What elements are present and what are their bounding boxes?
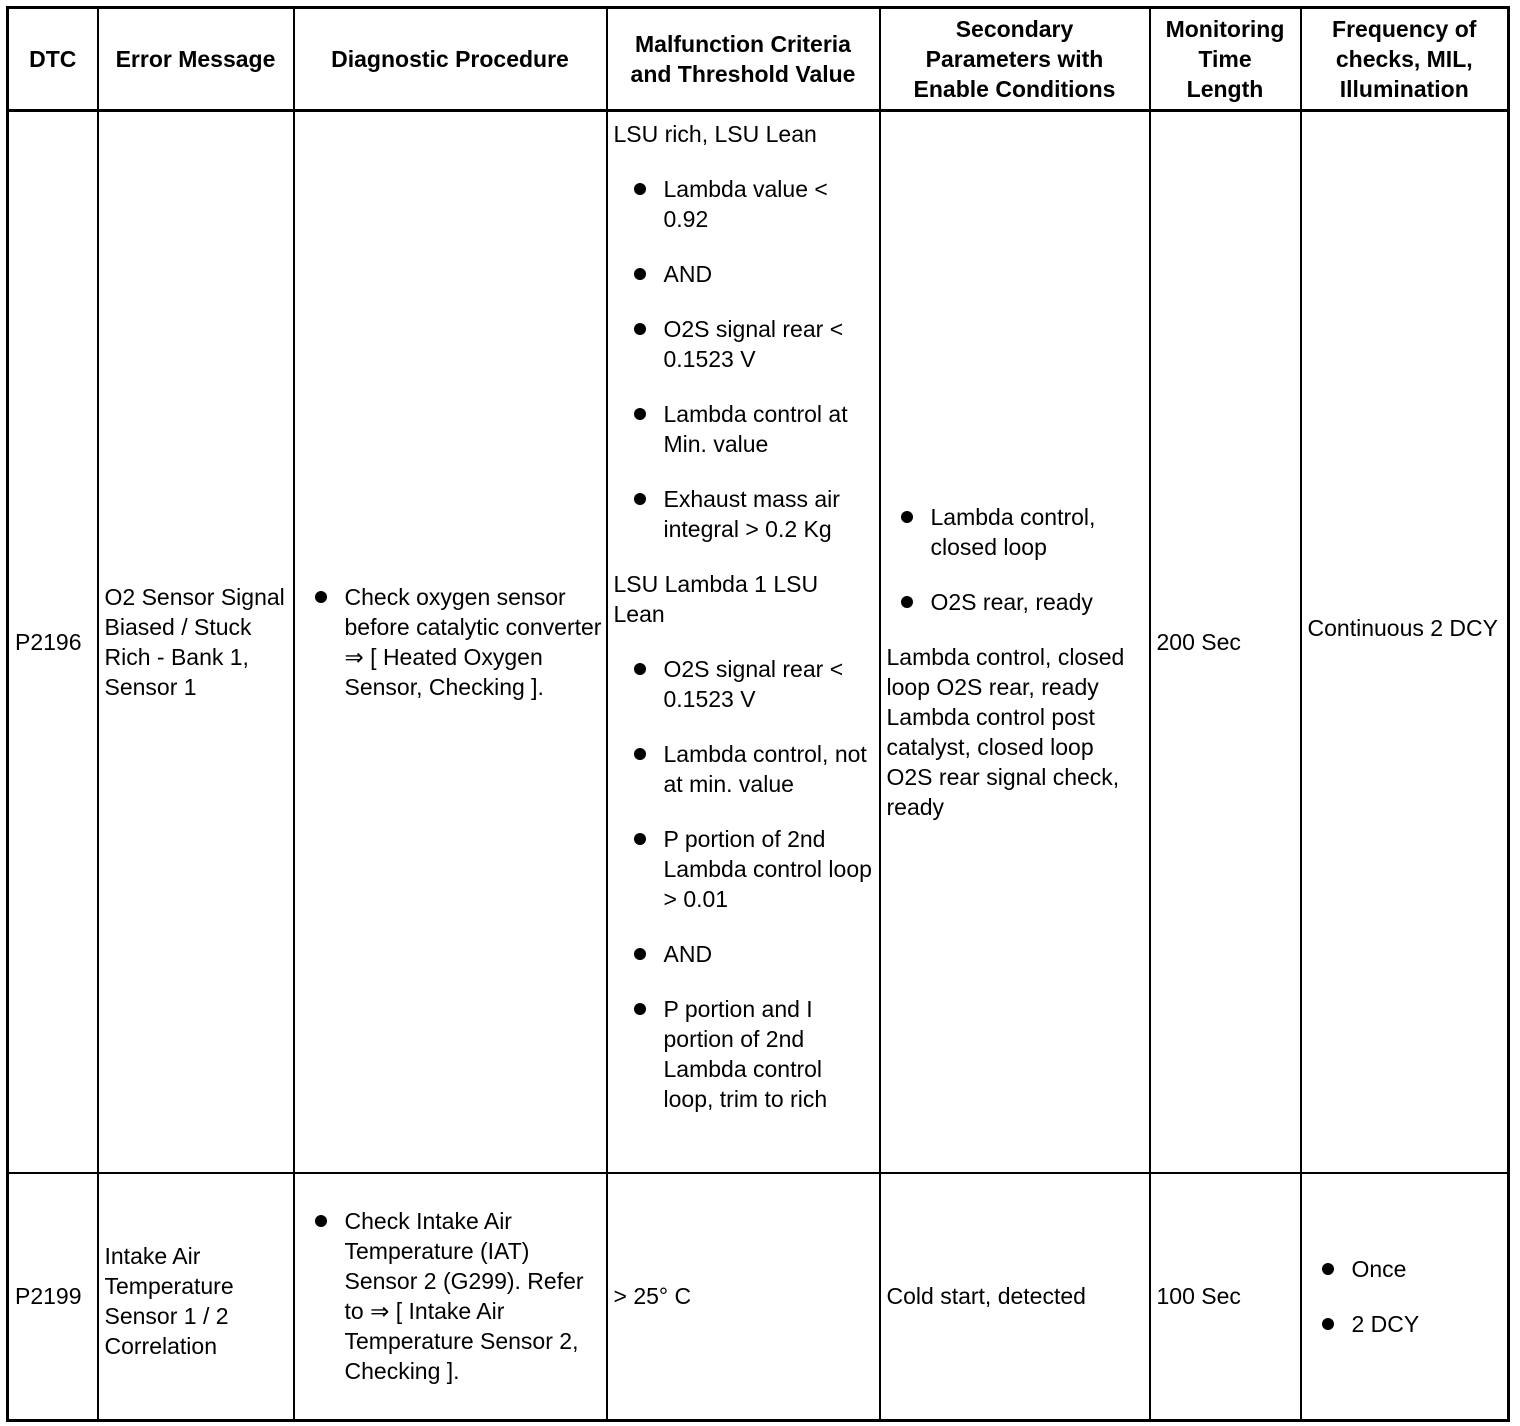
malfunction-criteria: > 25° C (607, 1173, 880, 1421)
bullet-icon (1322, 1318, 1334, 1330)
bullet-icon (901, 596, 913, 608)
bullet-icon (315, 1215, 327, 1227)
list-item: AND (614, 939, 873, 969)
list-item: 2 DCY (1302, 1309, 1508, 1339)
dtc-table (6, 6, 1510, 1422)
table-row (8, 1173, 1509, 1421)
list-item: O2S signal rear < 0.1523 V (614, 314, 873, 374)
bullet-icon (634, 663, 646, 675)
secondary-parameters: Cold start, detected (880, 1173, 1150, 1421)
list-item: P portion and I portion of 2nd Lambda control loop, trim to rich (614, 994, 873, 1114)
list-item: Lambda control, not at min. value (614, 739, 873, 799)
header-monitoring-time: Monitoring Time Length (1150, 8, 1301, 111)
list-item: Lambda control at Min. value (614, 399, 873, 459)
bullet-icon (634, 833, 646, 845)
list-item: P portion of 2nd Lambda control loop > 0.01 (614, 824, 873, 914)
bullet-icon (634, 323, 646, 335)
bullet-icon (1322, 1263, 1334, 1275)
bullet-icon (634, 183, 646, 195)
list-item: Once (1302, 1254, 1508, 1284)
malfunction-group-title: LSU Lambda 1 LSU Lean (613, 571, 819, 627)
list-item: O2S rear, ready (881, 587, 1149, 617)
secondary-parameters (880, 111, 1150, 1173)
bullet-icon (634, 948, 646, 960)
table-row (8, 111, 1509, 1173)
bullet-icon (634, 748, 646, 760)
bullet-icon (634, 1003, 646, 1015)
bullet-icon (901, 511, 913, 523)
list-item: Lambda value < 0.92 (614, 174, 873, 234)
list-item: Check oxygen sensor before catalytic converter ⇒ [ Heated Oxygen Sensor, Checking ]. (295, 582, 606, 702)
error-message: Intake Air Temperature Sensor 1 / 2 Correlation (98, 1173, 294, 1421)
malfunction-group-title: LSU rich, LSU Lean (613, 121, 817, 147)
bullet-icon (634, 493, 646, 505)
monitoring-time: 100 Sec (1150, 1173, 1301, 1421)
dtc-code: P2199 (8, 1173, 98, 1421)
bullet-icon (634, 268, 646, 280)
malfunction-criteria (607, 111, 880, 1173)
secondary-text: Lambda control, closed loop O2S rear, ready Lambda control post catalyst, closed loop O2S rear signal check, ready (886, 643, 1125, 820)
dtc-code: P2196 (8, 111, 98, 1173)
bullet-icon (315, 591, 327, 603)
diagnostic-procedure (294, 1173, 607, 1421)
header-frequency: Frequency of checks, MIL, Illumination (1301, 8, 1509, 111)
frequency (1301, 1173, 1509, 1421)
header-row (8, 8, 1509, 111)
bullet-icon (634, 408, 646, 420)
error-message: O2 Sensor Signal Biased / Stuck Rich - Bank 1, Sensor 1 (98, 111, 294, 1173)
header-diagnostic-procedure: Diagnostic Procedure (294, 8, 607, 111)
header-secondary-parameters: Secondary Parameters with Enable Conditions (880, 8, 1150, 111)
list-item: Lambda control, closed loop (881, 502, 1149, 562)
frequency: Continuous 2 DCY (1301, 111, 1509, 1173)
list-item: AND (614, 259, 873, 289)
header-error-message: Error Message (98, 8, 294, 111)
diagnostic-procedure (294, 111, 607, 1173)
header-malfunction-criteria: Malfunction Criteria and Threshold Value (607, 8, 880, 111)
list-item: O2S signal rear < 0.1523 V (614, 654, 873, 714)
list-item: Check Intake Air Temperature (IAT) Sensor 2 (G299). Refer to ⇒ [ Intake Air Temperature Sensor 2, Checking ]. (295, 1206, 606, 1386)
list-item: Exhaust mass air integral > 0.2 Kg (614, 484, 873, 544)
header-dtc: DTC (8, 8, 98, 111)
monitoring-time: 200 Sec (1150, 111, 1301, 1173)
